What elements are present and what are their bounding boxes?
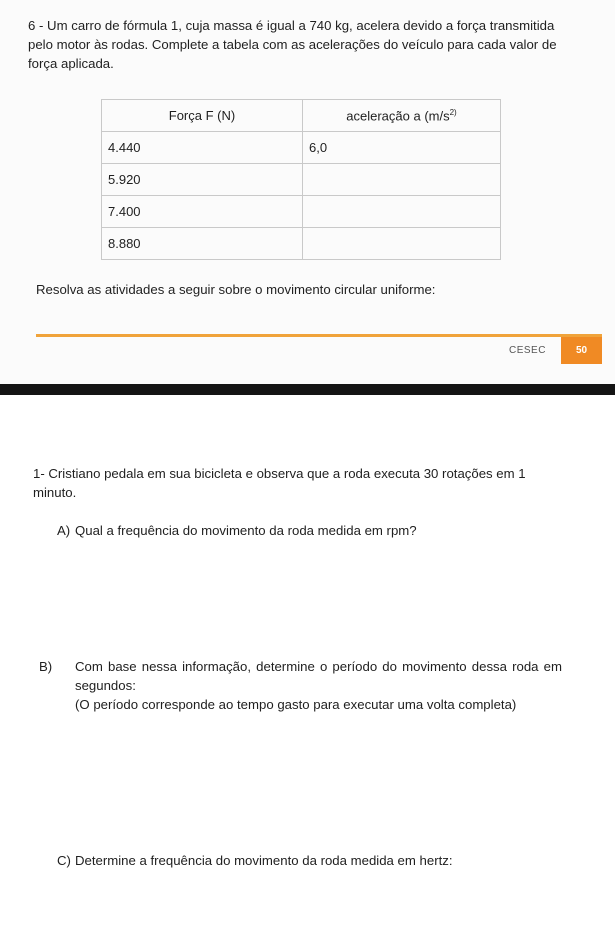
- force-cell: 4.440: [102, 132, 303, 164]
- table-header-row: [102, 100, 501, 132]
- acceleration-cell[interactable]: [303, 228, 501, 260]
- item-c-label: C): [57, 853, 71, 868]
- item-c: [57, 851, 562, 870]
- table-row: [102, 132, 501, 164]
- force-acceleration-table: [101, 99, 501, 260]
- force-cell: 5.920: [102, 164, 303, 196]
- page-number-badge: 50: [561, 337, 602, 364]
- item-b: [39, 657, 562, 714]
- question-1-text: 1- Cristiano pedala em sua bicicleta e observa que a roda executa 30 rotações em 1 minuto.: [33, 466, 526, 500]
- header-acceleration-text: aceleração a (m/s: [346, 108, 450, 124]
- question-6-text: 6 - Um carro de fórmula 1, cuja massa é igual a 740 kg, acelera devido a força transmitida pelo motor às rodas. Complete a tabela com as acelerações do veículo para cada valor de força aplicada.: [28, 18, 557, 71]
- acceleration-cell[interactable]: [303, 196, 501, 228]
- table-row: [102, 164, 501, 196]
- item-c-text: Determine a frequência do movimento da roda medida em hertz:: [75, 853, 453, 868]
- item-b-label: B): [39, 659, 53, 674]
- footer-label: CESEC: [509, 345, 546, 356]
- item-b-text: Com base nessa informação, determine o período do movimento dessa roda em segundos:: [75, 659, 562, 693]
- header-force: Força F (N): [102, 100, 303, 132]
- force-cell: 8.880: [102, 228, 303, 260]
- header-acceleration-sup: 2): [449, 107, 457, 117]
- page-separator: [0, 384, 615, 395]
- table-row: [102, 196, 501, 228]
- item-b-question: [39, 657, 562, 695]
- instructions-text: Resolva as atividades a seguir sobre o movimento circular uniforme:: [36, 282, 436, 297]
- item-a-label: A): [57, 523, 71, 538]
- item-a-text: Qual a frequência do movimento da roda medida em rpm?: [75, 523, 417, 538]
- item-a: [57, 521, 562, 540]
- item-b-note: (O período corresponde ao tempo gasto para executar uma volta completa): [75, 697, 517, 712]
- force-cell: 7.400: [102, 196, 303, 228]
- table-row: [102, 228, 501, 260]
- acceleration-cell[interactable]: [303, 164, 501, 196]
- acceleration-cell[interactable]: 6,0: [303, 132, 501, 164]
- header-acceleration: [303, 100, 501, 132]
- footer-divider: [36, 334, 602, 337]
